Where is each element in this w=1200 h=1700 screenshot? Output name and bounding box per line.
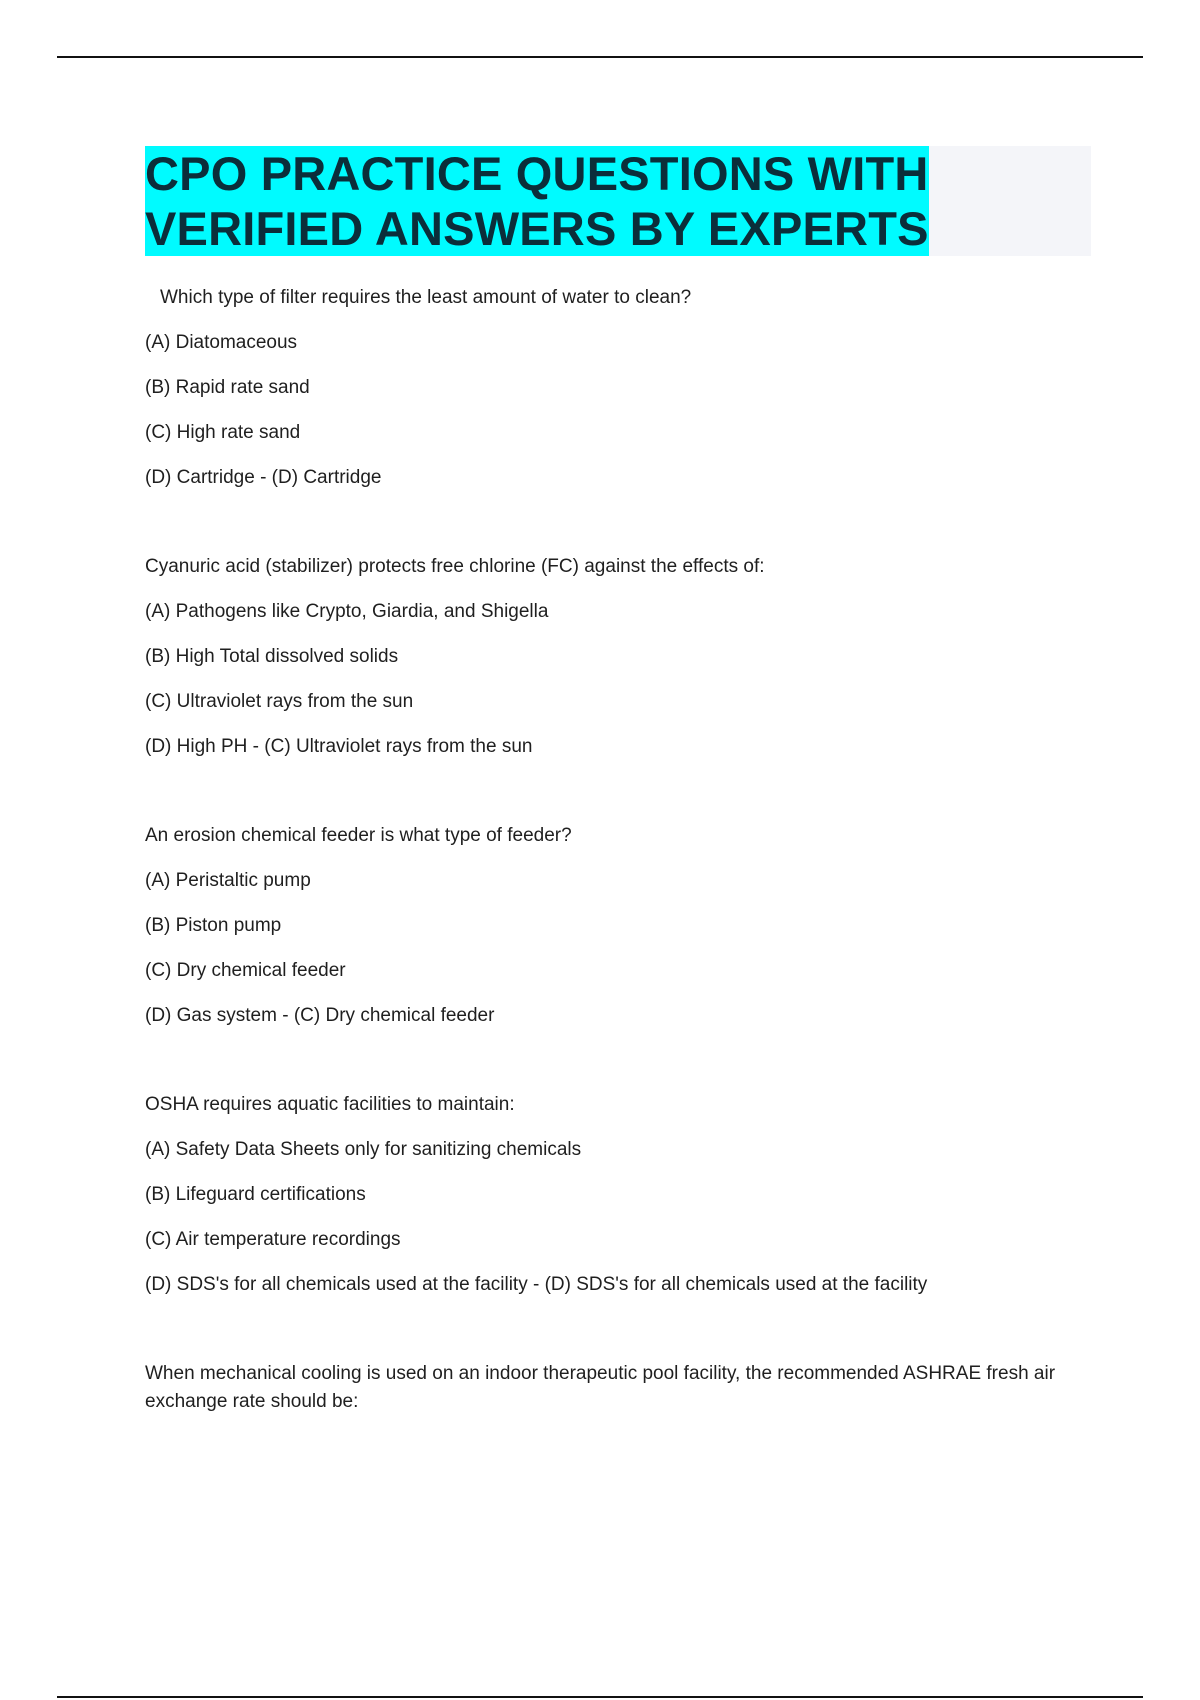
option-c: (C) Dry chemical feeder — [145, 960, 346, 981]
option-b: (B) Rapid rate sand — [145, 377, 310, 398]
option-a: (A) Pathogens like Crypto, Giardia, and Shigella — [145, 601, 549, 622]
spacer — [145, 1047, 1105, 1091]
question-1 — [145, 284, 1105, 492]
spacer — [145, 509, 1105, 553]
question-text: Cyanuric acid (stabilizer) protects free chlorine (FC) against the effects of: — [145, 556, 765, 577]
option-d-with-answer: (D) SDS's for all chemicals used at the facility - (D) SDS's for all chemicals used at the facility — [145, 1274, 928, 1295]
option-d-with-answer: (D) Gas system - (C) Dry chemical feeder — [145, 1005, 495, 1026]
document-title-line-2: VERIFIED ANSWERS BY EXPERTS — [145, 202, 929, 255]
title-block — [145, 146, 1091, 256]
option-d-with-answer: (D) High PH - (C) Ultraviolet rays from the sun — [145, 736, 533, 757]
question-2 — [145, 553, 1105, 761]
option-b: (B) Piston pump — [145, 915, 282, 936]
document-body — [145, 284, 1105, 1433]
question-text: OSHA requires aquatic facilities to maintain: — [145, 1094, 515, 1115]
question-text: An erosion chemical feeder is what type of feeder? — [145, 825, 572, 846]
question-4 — [145, 1091, 1105, 1299]
option-d-with-answer: (D) Cartridge - (D) Cartridge — [145, 467, 382, 488]
question-3 — [145, 822, 1105, 1030]
option-b: (B) High Total dissolved solids — [145, 646, 399, 667]
option-c: (C) Air temperature recordings — [145, 1229, 401, 1250]
option-a: (A) Safety Data Sheets only for sanitizing chemicals — [145, 1139, 582, 1160]
option-c: (C) Ultraviolet rays from the sun — [145, 691, 414, 712]
option-a: (A) Peristaltic pump — [145, 870, 311, 891]
option-a: (A) Diatomaceous — [145, 332, 298, 353]
footer-rule — [57, 1696, 1143, 1698]
spacer — [145, 778, 1105, 822]
question-text: When mechanical cooling is used on an indoor therapeutic pool facility, the recommended ASHRAE fresh air exchange rate should be: — [145, 1363, 1056, 1412]
header-rule — [57, 56, 1143, 58]
question-text: Which type of filter requires the least amount of water to clean? — [160, 287, 692, 308]
option-b: (B) Lifeguard certifications — [145, 1184, 366, 1205]
option-c: (C) High rate sand — [145, 422, 301, 443]
document-title-line-1: CPO PRACTICE QUESTIONS WITH — [145, 147, 929, 200]
question-5 — [145, 1360, 1105, 1416]
spacer — [145, 1316, 1105, 1360]
